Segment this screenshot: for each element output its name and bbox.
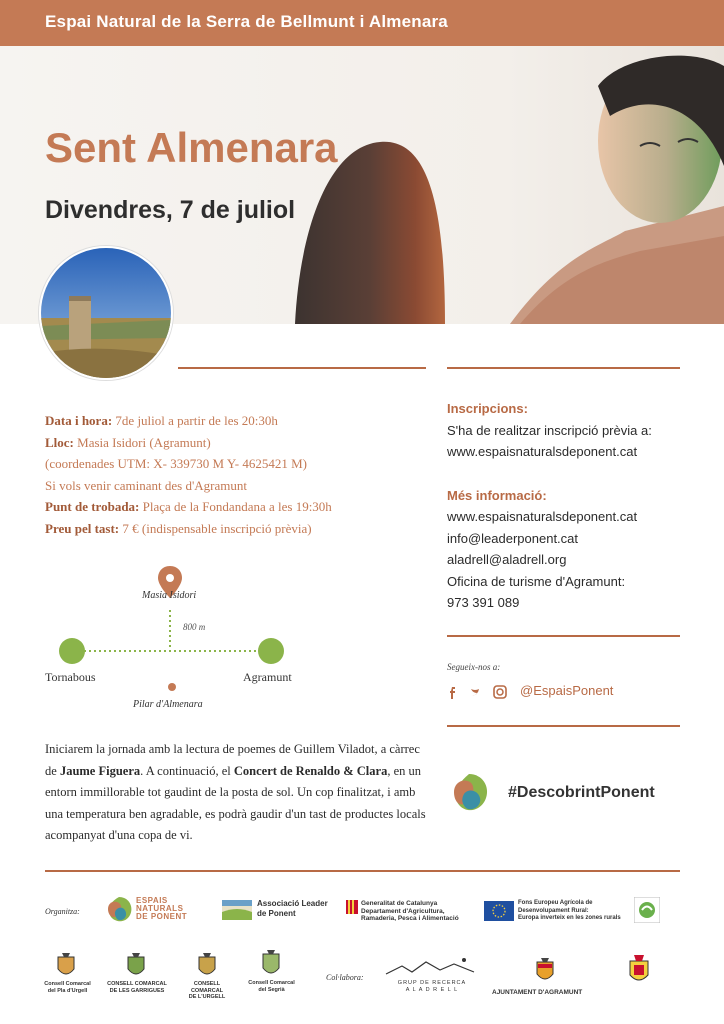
eu-line-3: Europa inverteix en les zones rurals	[518, 915, 621, 921]
council-2-line-1: CONSELL COMARCAL	[107, 981, 167, 987]
more-info-email-2[interactable]: aladrell@aladrell.org	[447, 552, 567, 567]
price-value: 7 € (indispensable inscripció prèvia)	[119, 520, 312, 536]
map-distance: 800 m	[183, 622, 206, 632]
divider-right-low	[447, 725, 680, 727]
social-icons	[447, 685, 517, 699]
shield-icon	[261, 950, 281, 978]
twitter-icon	[471, 689, 479, 696]
map-label-masia: Masia Isidori	[142, 590, 197, 601]
collabora-label: Col·labora:	[326, 973, 364, 982]
intro-name-1: Jaume Figuera	[59, 763, 141, 778]
council-3-line-1: CONSELL COMARCAL	[190, 981, 224, 994]
agramunt-marker	[258, 638, 284, 664]
price-label: Preu pel tast:	[45, 520, 120, 536]
map-label-pilar: Pilar d'Almenara	[133, 699, 203, 710]
council-4	[244, 980, 299, 993]
leader-text	[257, 899, 328, 919]
datetime-line	[45, 410, 425, 432]
header-bar	[0, 0, 724, 46]
more-info-email-1[interactable]: info@leaderponent.cat	[447, 530, 579, 546]
walk-note: Si vols venir caminant des d'Agramunt	[45, 477, 248, 493]
divider-left-top	[178, 367, 426, 369]
social-handle[interactable]: @EspaisPonent	[520, 683, 614, 698]
pilar-marker	[168, 683, 176, 691]
council-4-line-2: del Segrià	[258, 986, 285, 993]
espais-footer-text	[136, 897, 187, 921]
shield-icon	[56, 953, 76, 979]
place-line	[45, 432, 425, 454]
leader-line-2: de Ponent	[257, 909, 296, 918]
event-title: Sent Almenara	[45, 124, 338, 171]
council-3	[178, 981, 236, 1001]
council-4-line-1: Consell Comarcal	[248, 980, 295, 986]
shield-icon	[628, 955, 650, 985]
map-label-tornabous: Tornabous	[45, 670, 96, 684]
meeting-line	[45, 496, 425, 518]
hashtag: #DescobrintPonent	[508, 784, 655, 801]
shield-icon	[126, 953, 146, 979]
generalitat-line-2: Departament d'Agricultura,	[361, 907, 445, 915]
divider-right-top	[447, 367, 680, 369]
tower-image	[41, 248, 171, 378]
council-3-line-2: DE L'URGELL	[188, 994, 226, 1000]
espais-line-3: DE PONENT	[136, 912, 188, 921]
aladrell-text	[384, 980, 480, 994]
council-1-line-1: Consell Comarcal	[44, 981, 91, 987]
place-label: Lloc:	[45, 434, 74, 450]
council-1-line-2: del Pla d'Urgell	[47, 987, 88, 994]
header-title: Espai Natural de la Serra de Bellmunt i Almenara	[45, 12, 448, 31]
council-2	[106, 981, 168, 994]
leader-logo-icon	[222, 900, 252, 920]
shield-icon	[197, 953, 217, 979]
aladrell-line-2: A L A D R E L L	[405, 987, 459, 993]
divider-footer	[45, 870, 680, 872]
espais-logo-icon	[446, 770, 492, 816]
council-2-line-2: DE LES GARRIGUES	[109, 987, 165, 994]
leader-line-1: Associació Leader	[257, 899, 328, 908]
generalitat-line-1: Generalitat de Catalunya	[361, 900, 438, 907]
generalitat-text	[361, 900, 459, 923]
registration-label: Inscripcions:	[447, 401, 528, 416]
leader-eu-logo-icon	[634, 897, 660, 923]
intro-text-3: , en un entorn immillorable tot gaudint de la posta de sol. Un cop finalitzat, i amb una temperatura ben agradable, es podrà gaudir d'un tast de productes locals acompanyat d'una copa de vi.	[45, 763, 426, 842]
aladrell-line-1: GRUP DE RECERCA	[397, 980, 467, 986]
eu-flag-icon	[484, 901, 514, 921]
more-info-phone: 973 391 089	[447, 595, 520, 610]
route-map	[40, 560, 360, 720]
registration-text: S'ha de realitzar inscripció prèvia a:	[447, 422, 652, 438]
datetime-label: Data i hora:	[45, 413, 113, 428]
organitza-label: Organitza:	[45, 907, 80, 916]
eu-line-1: Fons Europeu Agrícola de	[518, 900, 593, 906]
intro-text-2: . A continuació, el	[140, 763, 234, 778]
intro-paragraph	[45, 739, 430, 847]
event-details	[45, 410, 425, 539]
ajuntament-text: AJUNTAMENT D'AGRAMUNT	[492, 989, 583, 996]
espais-line-2: NATURALS	[136, 904, 184, 913]
espais-footer-logo-icon	[104, 895, 134, 923]
meeting-value: Plaça de la Fondandana a les 19:30h	[139, 499, 332, 514]
council-1	[40, 981, 95, 994]
espais-line-1: ESPAIS	[136, 896, 168, 905]
intro-name-2: Concert de Renaldo & Clara	[233, 763, 388, 778]
route-map-graphic	[40, 560, 360, 720]
tower-photo	[39, 246, 173, 380]
tornabous-marker	[59, 638, 85, 664]
facebook-icon	[450, 687, 455, 699]
place-value: Masia Isidori (Agramunt)	[73, 434, 211, 450]
instagram-icon	[494, 686, 506, 698]
price-line	[45, 518, 425, 540]
registration-url[interactable]: www.espaisnaturalsdeponent.cat	[447, 444, 638, 459]
eu-text	[518, 900, 621, 923]
shield-icon	[535, 958, 555, 984]
contact-column	[447, 398, 687, 614]
map-label-agramunt: Agramunt	[243, 670, 292, 684]
aladrell-logo-icon	[382, 956, 478, 978]
coordinates: (coordenades UTM: X- 339730 M Y- 4625421 M)	[45, 456, 308, 471]
more-info-web[interactable]: www.espaisnaturalsdeponent.cat	[447, 509, 638, 524]
generalitat-logo-icon	[346, 900, 358, 914]
meeting-label: Punt de trobada:	[45, 499, 140, 514]
more-info-office: Oficina de turisme d'Agramunt:	[447, 573, 626, 589]
datetime-value: 7de juliol a partir de les 20:30h	[112, 413, 278, 428]
social-title: Segueix-nos a:	[447, 662, 501, 672]
event-date: Divendres, 7 de juliol	[45, 196, 296, 224]
eu-line-2: Desenvolupament Rural:	[518, 907, 589, 914]
more-info-label: Més informació:	[447, 487, 547, 503]
intro-text-1: Iniciarem la jornada amb la lectura de poemes de Guillem Viladot, a càrrec de	[45, 742, 420, 778]
generalitat-line-3: Ramaderia, Pesca i Alimentació	[361, 915, 459, 922]
divider-right-mid	[447, 635, 680, 637]
